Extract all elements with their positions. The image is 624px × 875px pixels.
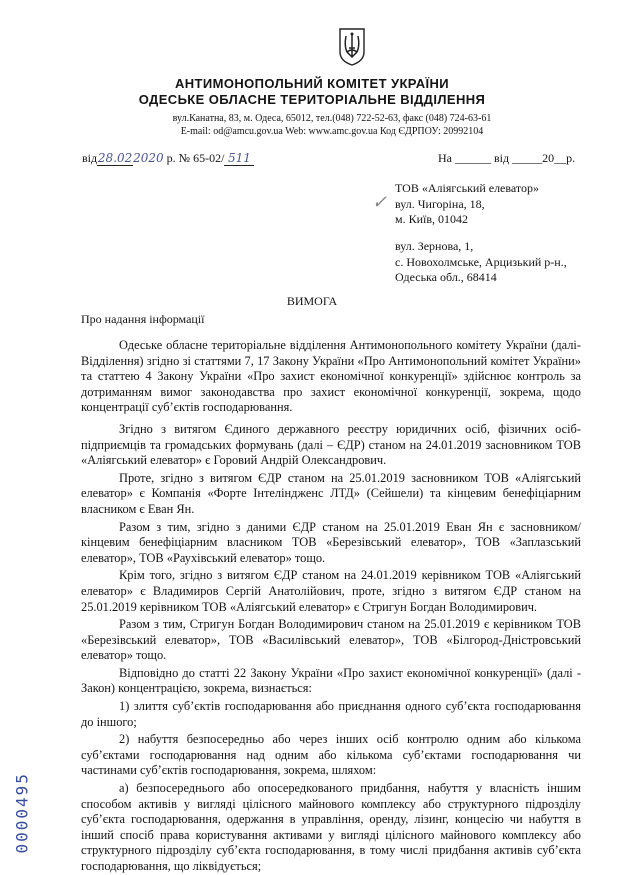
paragraph: Одеське обласне територіальне відділення Антимонопольного комітету України (далі- Відділення) згідно зі статтями 7, 17 Закону України «Про Антимонопольний комітет України» та статтею 4 Закону України «Про захист економічної конкуренції» здійснює контроль за дотриманням вимог законодавства про захист економічної конкуренції, зокрема, щодо концентрації суб’єктів господарювання. — [81, 338, 581, 415]
subject-line: Про надання інформації — [81, 312, 205, 326]
paragraph: Проте, згідно з витягом ЄДР станом на 25.01.2019 засновником ТОВ «Аліягський елеватор» є Компанія «Форте Інтеліндженс ЛТД» (Сейшели) та кінцевим бенефіціарним власником є Еван Ян. — [81, 470, 581, 516]
paragraph: Відповідно до статті 22 Закону України «Про захист економічної конкуренції» (далі - Закон) концентрацією, зокрема, визнається: — [81, 665, 581, 696]
letter-body — [81, 338, 581, 875]
handwritten-date: 28.02 — [97, 151, 133, 165]
org-contacts: E-mail: od@amcu.gov.ua Web: www.amc.gov.ua Код ЄДРПОУ: 20992104 — [180, 126, 484, 137]
paragraph: Разом з тим, згідно з даними ЄДР станом на 25.01.2019 Еван Ян є засновником/кінцевим бенефіціарним власником ТОВ «Березівський елеватор», ТОВ «Заплазський елеватор», ТОВ «Раухівський елеватор» тощо. — [81, 519, 581, 565]
org-department: ОДЕСЬКЕ ОБЛАСНЕ ТЕРИТОРІАЛЬНЕ ВІДДІЛЕННЯ — [138, 92, 486, 107]
recipient-address-2: вул. Зернова, 1, с. Новохолмське, Арцизький р-н., Одеська обл., 68414 — [395, 239, 567, 284]
list-item: 1) злиття суб’єктів господарювання або приєднання одного суб’єкта господарювання до іншого; — [81, 699, 581, 729]
handwritten-year: 2020 — [133, 151, 164, 165]
paragraph: Крім того, згідно з витягом ЄДР станом на 24.01.2019 керівником ТОВ «Аліягський елеватор» є Владимиров Сергій Анатолійович, проте, згідно з витягом ЄДР станом на 25.01.2019 керівником ТОВ «Аліягський елеватор» є Стригун Богдан Володимирович. — [81, 568, 581, 614]
list-item: 2) набуття безпосередньо або через інших осіб контролю одним або кількома суб’єктами господарювання над одним або кількома суб’єктами господарювання чи частинами суб’єктів господарювання, зокрема, шляхом: — [81, 732, 581, 778]
paragraph: Разом з тим, Стригун Богдан Володимирович станом на 25.01.2019 є керівником ТОВ «Березівський елеватор», ТОВ «Василівський елеватор», ТОВ «Білгород-Дністровський елеватор» тощо. — [81, 617, 581, 663]
recipient-address-1: ТОВ «Аліягський елеватор» вул. Чигоріна, 18, м. Київ, 01042 — [395, 181, 539, 226]
check-mark: ✓ — [372, 192, 388, 213]
list-item: а) безпосереднього або опосередкованого придбання, набуття у власність іншим способом активів у вигляді цілісного майнового комплексу або структурного підрозділу суб’єкта господарювання, одержання в управління, оренду, лізинг, концесію чи набуття в інший спосіб права користування активами у вигляді цілісного майнового комплексу або структурного підрозділу суб’єкта господарювання, в тому числі придбання активів суб’єкта господарювання, що ліквідується; — [81, 781, 581, 873]
incoming-ref: На ______ від _____20__р. — [438, 151, 576, 165]
org-name: АНТИМОНОПОЛЬНИЙ КОМІТЕТ УКРАЇНИ — [174, 76, 450, 91]
paragraph: Згідно з витягом Єдиного державного реєстру юридичних осіб, фізичних осіб-підприємців та громадських формувань (далі – ЄДР) станом на 24.01.2019 засновником ТОВ «Аліягський елеватор» є Горовий Андрій Олександрович. — [81, 421, 581, 468]
document-title: ВИМОГА — [286, 294, 338, 308]
handwritten-number: 511 — [224, 151, 254, 166]
registration-stamp: 0000495 — [12, 772, 32, 854]
outgoing-ref: від28.022020 р. № 65-02/ 511 — [82, 151, 254, 166]
coat-of-arms-icon — [338, 26, 366, 66]
org-address: вул.Канатна, 83, м. Одеса, 65012, тел.(048) 722-52-63, факс (048) 724-63-61 — [172, 113, 492, 124]
